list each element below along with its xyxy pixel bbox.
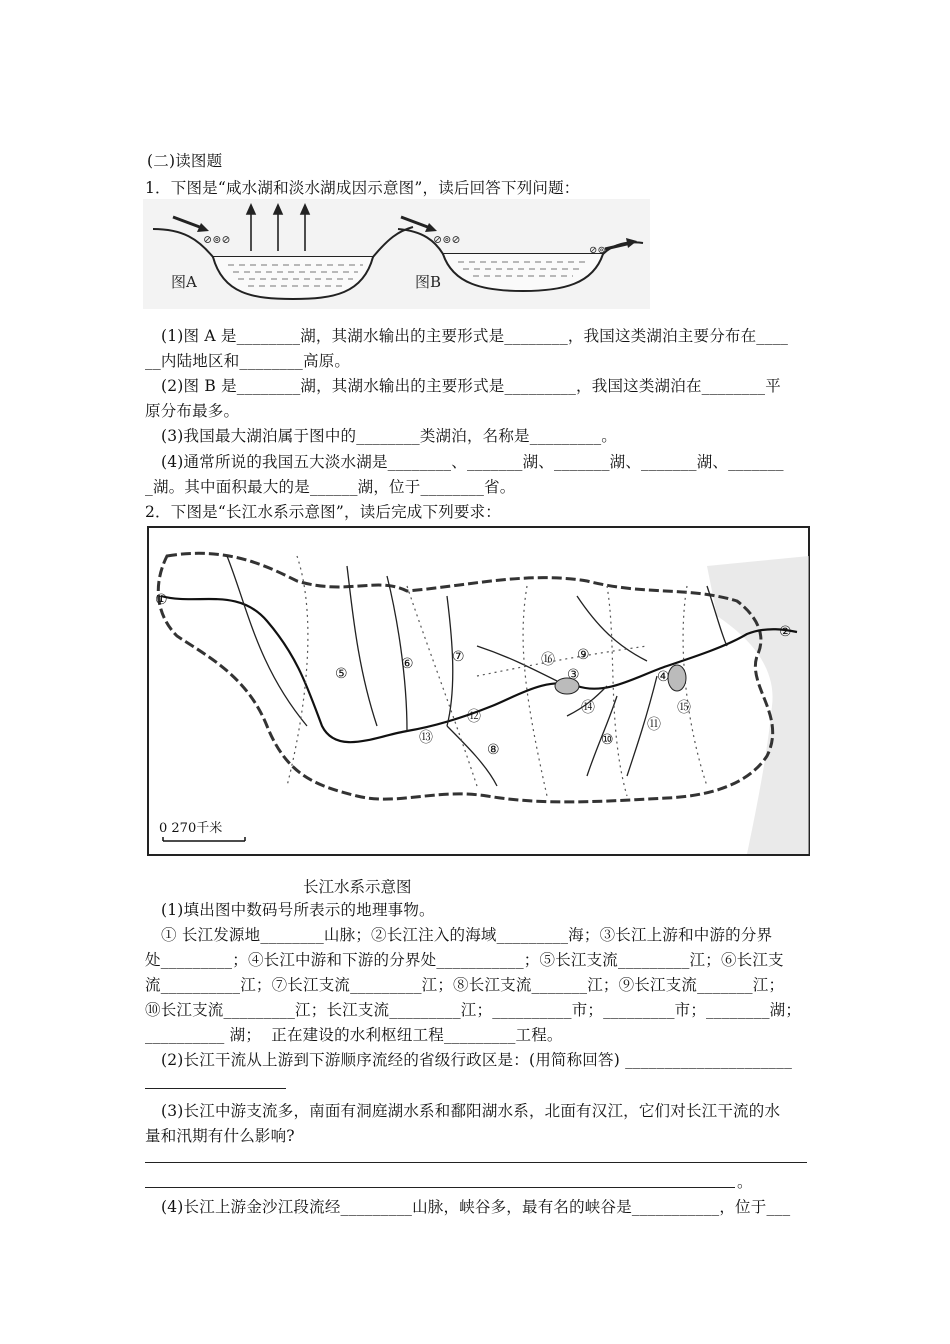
poyang-lake <box>668 665 686 691</box>
q1-part2-line1: (2)图 B 是________湖，其湖水输出的主要形式是_________，我国这类湖泊在________平 <box>161 377 781 395</box>
marker-3: ③ <box>567 667 580 683</box>
q2-part3-answer-line-1 <box>145 1162 807 1163</box>
svg-text:⊘⊚⊘: ⊘⊚⊘ <box>203 233 231 246</box>
q1-part2-line2: 原分布最多。 <box>145 402 240 420</box>
q1-part1-line2: __内陆地区和________高原。 <box>145 352 351 370</box>
marker-16: ⑯ <box>541 652 555 668</box>
q2-part1-line2: 处_________；④长江中游和下游的分界处___________；⑤长江支流_________江；⑥长江支 <box>145 951 784 969</box>
question-2-intro: 2．下图是“长江水系示意图”，读后完成下列要求： <box>145 503 502 521</box>
q2-part3-end-mark: 。 <box>737 1173 753 1191</box>
scale-label: 0 270千米 <box>159 821 223 836</box>
marker-8: ⑧ <box>487 742 500 758</box>
q1-part4-line1: (4)通常所说的我国五大淡水湖是________、_______湖、_______湖、_______湖、_______ <box>161 453 784 471</box>
marker-15: ⑮ <box>677 700 691 716</box>
marker-9: ⑨ <box>577 647 590 663</box>
q2-part2-answer-line <box>145 1088 286 1089</box>
q2-part1-line5: __________ 湖； 正在建设的水利枢纽工程_________工程。 <box>145 1026 563 1044</box>
marker-10: ⑩ <box>601 732 614 748</box>
marker-14: ⑭ <box>581 700 595 716</box>
q2-part1: (1)填出图中数码号所表示的地理事物。 <box>161 901 435 919</box>
q1-part3: (3)我国最大湖泊属于图中的________类湖泊，名称是_________。 <box>161 427 618 445</box>
section-title: (二)读图题 <box>147 152 223 170</box>
q1-part4-line2: _湖。其中面积最大的是______湖，位于________省。 <box>145 478 516 496</box>
marker-6: ⑥ <box>401 656 414 672</box>
svg-text:⊘⊚⊘: ⊘⊚⊘ <box>433 233 461 246</box>
map-caption: 长江水系示意图 <box>303 878 412 896</box>
figure-b-label: 图B <box>415 273 442 291</box>
q1-part1-line1: (1)图 A 是________湖，其湖水输出的主要形式是________，我国这类湖泊主要分布在____ <box>161 327 789 345</box>
q2-part4: (4)长江上游金沙江段流经_________山脉，峡谷多，最有名的峡谷是___________，位于___ <box>161 1198 791 1216</box>
marker-1: ① <box>155 592 168 608</box>
marker-5: ⑤ <box>335 666 348 682</box>
marker-13: ⑬ <box>419 730 433 746</box>
marker-4: ④ <box>657 669 670 685</box>
q2-part3-line1: (3)长江中游支流多，南面有洞庭湖水系和鄱阳湖水系，北面有汉江，它们对长江干流的水 <box>161 1102 781 1120</box>
q2-part3-line2: 量和汛期有什么影响? <box>145 1127 295 1145</box>
q2-part1-line3: 流__________江；⑦长江支流_________江；⑧长江支流_______江；⑨长江支流_______江； <box>145 976 785 994</box>
lake-formation-figure <box>143 199 650 309</box>
yangtze-river-map <box>147 526 810 856</box>
question-1-intro: 1．下图是“咸水湖和淡水湖成因示意图”，读后回答下列问题： <box>145 179 580 197</box>
q2-part3-answer-line-2 <box>145 1187 735 1188</box>
q2-part1-line4: ⑩长江支流_________江；长江支流_________江；__________市；_________市；________湖； <box>145 1001 802 1019</box>
marker-7: ⑦ <box>452 649 465 665</box>
svg-text:⊘⊚: ⊘⊚ <box>589 245 606 256</box>
marker-11: ⑪ <box>647 717 661 733</box>
q2-part2: (2)长江干流从上游到下游顺序流经的省级行政区是：(用简称回答) _____________________ <box>161 1051 793 1069</box>
q2-part1-line1: ① 长江发源地________山脉；②长江注入的海域_________海；③长江上游和中游的分界 <box>161 926 773 944</box>
marker-2: ② <box>779 624 792 640</box>
marker-12: ⑫ <box>467 709 481 725</box>
figure-a-label: 图A <box>171 273 197 291</box>
